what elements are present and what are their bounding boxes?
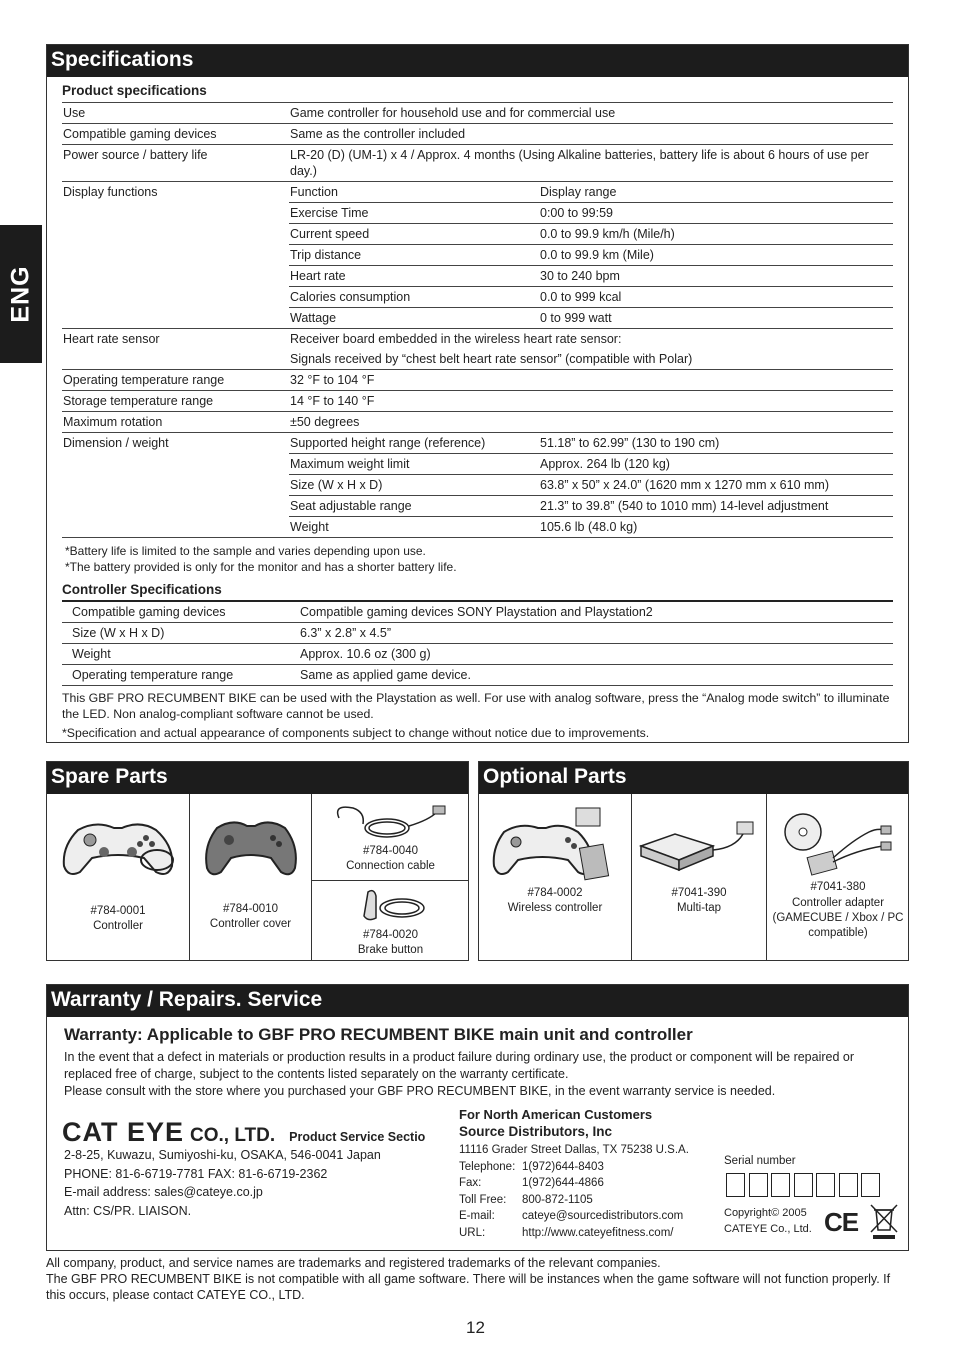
specifications-title: Specifications (47, 45, 908, 77)
spec-label: Compatible gaming devices (62, 124, 289, 145)
part-code: #784-0010 (223, 903, 278, 915)
spec-label: Heart rate sensor (62, 329, 289, 350)
na-company: Source Distributors, Inc (459, 1124, 613, 1139)
controller-spec-value: Compatible gaming devices SONY Playstation and Playstation2 (299, 601, 893, 623)
controller-specs-table (62, 600, 893, 686)
warranty-title: Warranty / Repairs. Service (47, 985, 908, 1017)
na-contact-line (459, 1225, 689, 1242)
part-code: #7041-380 (810, 881, 866, 893)
part-code: #784-0020 (363, 929, 418, 941)
serial-number-label: Serial number (724, 1155, 796, 1167)
multi-tap-image (635, 812, 763, 882)
na-contact-key: Toll Free: (459, 1193, 507, 1206)
spec-row (62, 329, 893, 350)
spec-label (62, 245, 289, 266)
spec-row (62, 266, 893, 287)
na-contact-value: http://www.cateyefitness.com/ (522, 1226, 674, 1239)
spec-label (62, 349, 289, 370)
spec-label: Operating temperature range (62, 370, 289, 391)
na-contact-key: Fax: (459, 1177, 482, 1189)
cable-image (329, 800, 453, 844)
na-heading: For North American Customers (459, 1107, 653, 1122)
spec-value: Approx. 264 lb (120 kg) (539, 454, 893, 475)
logo-brand: CAT EYE (62, 1117, 185, 1147)
spec-label (62, 287, 289, 308)
footer-text: All company, product, and service names are trademarks and registered trademarks of the relevant companies. (46, 1256, 661, 1270)
spec-row (62, 433, 893, 454)
na-contact-line (459, 1159, 689, 1176)
optional-part-wireless-controller (479, 794, 632, 961)
optional-parts-title: Optional Parts (479, 762, 908, 794)
spare-part-controller (47, 794, 190, 961)
spec-sub-label: Maximum weight limit (289, 454, 539, 475)
optional-part-multi-tap (632, 794, 767, 961)
serial-box (794, 1173, 813, 1197)
spec-label (62, 266, 289, 287)
na-contact-key: E-mail: (459, 1210, 495, 1222)
ce-mark-icon: CE (824, 1207, 859, 1237)
spec-sub-label: Seat adjustable range (289, 496, 539, 517)
spec-row (62, 454, 893, 475)
warranty-text: In the event that a defect in materials or production results in a product failure during ordinary use, the product or component will be repaired or replaced free of charge, subject to the contents listed separately on the warranty certificate. (64, 1050, 855, 1081)
na-contact-value: 800-872-1105 (522, 1193, 593, 1206)
controller-adapter-image (773, 810, 903, 880)
spec-value: 0.0 to 99.9 km (Mile) (539, 245, 893, 266)
serial-box (771, 1173, 790, 1197)
spec-value: Same as the controller included (289, 124, 893, 145)
serial-number-boxes (726, 1173, 884, 1197)
spec-value: 51.18” to 62.99” (130 to 190 cm) (539, 433, 893, 454)
na-contact-line (459, 1208, 689, 1225)
spec-value: 0:00 to 99:59 (539, 203, 893, 224)
controller-spec-row (62, 623, 893, 644)
weee-bin-icon (869, 1202, 899, 1240)
controller-image (56, 816, 180, 880)
controller-spec-label: Compatible gaming devices (62, 601, 299, 623)
spec-row (62, 370, 893, 391)
address-line: Attn: CS/PR. LIAISON. (64, 1203, 192, 1218)
spec-row (62, 496, 893, 517)
serial-box (726, 1173, 745, 1197)
copyright-line: CATEYE Co., Ltd. (724, 1222, 812, 1235)
spec-value: 0.0 to 99.9 km/h (Mile/h) (539, 224, 893, 245)
page-number: 12 (466, 1318, 485, 1337)
spec-sub-label: Current speed (289, 224, 539, 245)
spec-row (62, 203, 893, 224)
controller-cover-image (203, 818, 299, 880)
warranty-heading: Warranty: Applicable to GBF PRO RECUMBENT BIKE main unit and controller (64, 1025, 693, 1044)
spec-value: 30 to 240 bpm (539, 266, 893, 287)
spec-sub-label: Trip distance (289, 245, 539, 266)
part-code: #7041-390 (671, 887, 727, 899)
na-address: 11116 Grader Street Dallas, TX 75238 U.S.A. (459, 1144, 689, 1156)
spec-value: LR-20 (D) (UM-1) x 4 / Approx. 4 months (Using Alkaline batteries, battery life is about 6 hours of use per day.) (289, 145, 893, 182)
spec-label: Dimension / weight (62, 433, 289, 454)
spec-value: 105.6 lb (48.0 kg) (539, 517, 893, 538)
spec-label (62, 496, 289, 517)
footer-text: The GBF PRO RECUMBENT BIKE is not compatible with all game software. There will be instances when the game software will not function properly. If this occurs, please contact CATEYE CO., LTD. (46, 1272, 891, 1302)
spec-row (62, 308, 893, 329)
spec-value: 0.0 to 999 kcal (539, 287, 893, 308)
spec-label (62, 517, 289, 538)
spec-row (62, 349, 893, 370)
spec-row (62, 287, 893, 308)
spec-value: 32 °F to 104 °F (289, 370, 893, 391)
spec-value: ±50 degrees (289, 412, 893, 433)
product-specs-table (62, 102, 893, 538)
na-contact-key: URL: (459, 1226, 486, 1239)
spec-value: 21.3” to 39.8” (540 to 1010 mm) 14-level adjustment (539, 496, 893, 517)
controller-spec-value: 6.3” x 2.8” x 4.5” (299, 623, 893, 644)
na-contact-value: 1(972)644-8403 (522, 1160, 604, 1173)
spec-sub-label: Calories consumption (289, 287, 539, 308)
logo-co: CO., LTD. (190, 1125, 276, 1146)
address-line: E-mail address: sales@cateye.co.jp (64, 1185, 263, 1199)
na-contact-line (459, 1175, 689, 1192)
spec-value: Display range (539, 182, 893, 203)
spec-sub-label: Size (W x H x D) (289, 475, 539, 496)
spec-label (62, 203, 289, 224)
part-name: Controller adapter (GAMECUBE / Xbox / PC compatible) (772, 897, 904, 939)
note: *The battery provided is only for the monitor and has a shorter battery life. (65, 560, 457, 574)
controller-spec-value: Approx. 10.6 oz (300 g) (299, 644, 893, 665)
spec-sub-label: Weight (289, 517, 539, 538)
na-contact-line (459, 1192, 689, 1209)
language-tab (0, 225, 42, 363)
spec-value: 14 °F to 140 °F (289, 391, 893, 412)
serial-box (839, 1173, 858, 1197)
spec-row (62, 182, 893, 203)
spec-row (62, 391, 893, 412)
spec-label (62, 308, 289, 329)
spare-parts-section (46, 761, 469, 961)
part-name: Multi-tap (676, 902, 722, 914)
part-name: Connection cable (346, 860, 435, 872)
na-contact-value: 1(972)644-4866 (522, 1177, 604, 1189)
specifications-section (46, 44, 909, 743)
spec-sub-label: Function (289, 182, 539, 203)
spec-sub-label: Wattage (289, 308, 539, 329)
spec-row (62, 517, 893, 538)
part-name: Wireless controller (507, 902, 603, 914)
controller-specs-heading: Controller Specifications (62, 582, 222, 597)
spec-value: Signals received by “chest belt heart rate sensor” (compatible with Polar) (290, 352, 693, 366)
controller-spec-label: Size (W x H x D) (62, 623, 299, 644)
optional-part-controller-adapter (767, 794, 909, 961)
spec-label (62, 454, 289, 475)
product-service-label: Product Service Sectio (289, 1130, 426, 1144)
spec-label: Display functions (62, 182, 289, 203)
controller-spec-row (62, 644, 893, 665)
address-line: 2-8-25, Kuwazu, Sumiyoshi-ku, OSAKA, 546-0041 Japan (64, 1148, 381, 1162)
optional-parts-section (478, 761, 909, 961)
spare-part-connection-cable (312, 794, 469, 881)
na-contact-value: cateye@sourcedistributors.com (522, 1210, 684, 1222)
spec-label: Use (62, 103, 289, 124)
controller-spec-label: Operating temperature range (62, 665, 299, 686)
spec-sub-label: Heart rate (289, 266, 539, 287)
spec-value: Receiver board embedded in the wireless heart rate sensor: (289, 329, 893, 350)
spec-sub-label: Exercise Time (289, 203, 539, 224)
spec-row (62, 224, 893, 245)
footer (46, 1255, 906, 1303)
product-specs-heading: Product specifications (62, 83, 207, 98)
part-name: Controller (93, 920, 143, 932)
spec-label: Maximum rotation (62, 412, 289, 433)
spare-part-brake-button (312, 882, 469, 961)
japan-address (64, 1146, 381, 1220)
spec-label (62, 224, 289, 245)
spec-row (62, 103, 893, 124)
spec-row (62, 245, 893, 266)
controller-spec-row (62, 601, 893, 623)
spec-sub-label: Supported height range (reference) (289, 433, 539, 454)
brake-button-image (346, 886, 436, 926)
note: *Battery life is limited to the sample and varies depending upon use. (65, 544, 426, 558)
serial-box (749, 1173, 768, 1197)
spec-row (62, 124, 893, 145)
copyright-line: Copyright© 2005 (724, 1207, 807, 1219)
change-note: *Specification and actual appearance of components subject to change without notice due to improvements. (62, 726, 650, 740)
part-code: #784-0001 (90, 905, 146, 917)
wireless-controller-image (490, 804, 620, 884)
controller-spec-label: Weight (62, 644, 299, 665)
language-tab-label: ENG (6, 265, 35, 323)
analog-note: This GBF PRO RECUMBENT BIKE can be used with the Playstation as well. For use with analog software, press the “Analog mode switch” to illuminate the LED. Non analog-compliant software cannot be used. (62, 691, 890, 721)
spec-row (62, 475, 893, 496)
cateye-logo (62, 1117, 425, 1148)
spec-label: Storage temperature range (62, 391, 289, 412)
warranty-section (46, 984, 909, 1251)
north-america-contact (459, 1107, 689, 1241)
controller-spec-row (62, 665, 893, 686)
serial-box (861, 1173, 880, 1197)
spec-value: 0 to 999 watt (539, 308, 893, 329)
part-code: #784-0040 (363, 845, 418, 857)
spec-value: 63.8” x 50” x 24.0” (1620 mm x 1270 mm x 610 mm) (539, 475, 893, 496)
spare-part-controller-cover (190, 794, 312, 961)
spec-label (62, 475, 289, 496)
spec-value: Game controller for household use and for commercial use (289, 103, 893, 124)
address-line: PHONE: 81-6-6719-7781 FAX: 81-6-6719-2362 (64, 1166, 328, 1181)
part-code: #784-0002 (527, 887, 583, 899)
spare-parts-title: Spare Parts (47, 762, 468, 794)
spec-label: Power source / battery life (62, 145, 289, 182)
na-contact-key: Telephone: (459, 1160, 516, 1173)
controller-spec-value: Same as applied game device. (299, 665, 893, 686)
serial-box (816, 1173, 835, 1197)
spec-row (62, 145, 893, 182)
part-name: Controller cover (209, 918, 292, 930)
spec-row (62, 412, 893, 433)
part-name: Brake button (357, 944, 424, 956)
copyright (724, 1206, 812, 1237)
warranty-text: Please consult with the store where you purchased your GBF PRO RECUMBENT BIKE, in the event warranty service is needed. (64, 1084, 776, 1098)
